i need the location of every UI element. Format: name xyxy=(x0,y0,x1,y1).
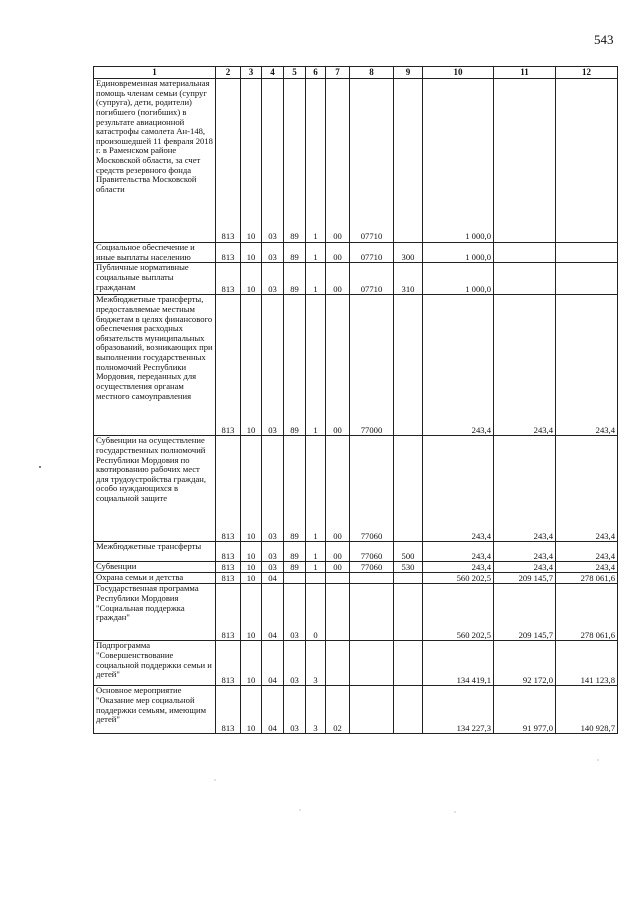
cell-col-11 xyxy=(494,243,556,263)
cell-col-4: 04 xyxy=(262,573,284,584)
cell-col-7 xyxy=(326,573,350,584)
column-header: 11 xyxy=(494,67,556,79)
cell-col-2: 813 xyxy=(216,295,241,436)
cell-col-6 xyxy=(306,573,326,584)
cell-col-12: 243,4 xyxy=(556,542,618,562)
table-row xyxy=(94,243,618,263)
cell-col-7 xyxy=(326,641,350,686)
table-row xyxy=(94,542,618,562)
cell-col-10: 243,4 xyxy=(423,542,494,562)
row-name-cell: Государственная программа Республики Мордовия "Социальная поддержка граждан" xyxy=(94,584,216,641)
cell-col-9 xyxy=(394,436,423,542)
cell-col-3: 10 xyxy=(241,686,262,734)
cell-col-2: 813 xyxy=(216,641,241,686)
column-header: 4 xyxy=(262,67,284,79)
cell-col-7: 00 xyxy=(326,243,350,263)
column-header: 5 xyxy=(284,67,306,79)
cell-col-10: 1 000,0 xyxy=(423,79,494,243)
cell-col-3: 10 xyxy=(241,436,262,542)
row-name-cell: Основное мероприятие "Оказание мер социальной поддержки семьям, имеющим детей" xyxy=(94,686,216,734)
cell-col-6: 1 xyxy=(306,263,326,295)
cell-col-6: 1 xyxy=(306,243,326,263)
cell-col-8 xyxy=(350,686,394,734)
table-row xyxy=(94,562,618,573)
cell-col-6: 3 xyxy=(306,641,326,686)
table-row xyxy=(94,263,618,295)
cell-col-12 xyxy=(556,263,618,295)
cell-col-9: 500 xyxy=(394,542,423,562)
cell-col-4: 03 xyxy=(262,436,284,542)
cell-col-5: 89 xyxy=(284,542,306,562)
cell-col-3: 10 xyxy=(241,243,262,263)
cell-col-5: 89 xyxy=(284,562,306,573)
cell-col-11 xyxy=(494,263,556,295)
cell-col-3: 10 xyxy=(241,295,262,436)
cell-col-7: 00 xyxy=(326,263,350,295)
cell-col-7: 00 xyxy=(326,295,350,436)
column-header: 6 xyxy=(306,67,326,79)
cell-col-2: 813 xyxy=(216,686,241,734)
scan-speck xyxy=(39,466,41,468)
cell-col-7: 02 xyxy=(326,686,350,734)
scan-speck xyxy=(214,779,215,780)
column-header: 8 xyxy=(350,67,394,79)
column-header: 3 xyxy=(241,67,262,79)
cell-col-3: 10 xyxy=(241,79,262,243)
table-row xyxy=(94,573,618,584)
cell-col-5: 89 xyxy=(284,295,306,436)
cell-col-2: 813 xyxy=(216,263,241,295)
cell-col-6: 0 xyxy=(306,584,326,641)
cell-col-12: 140 928,7 xyxy=(556,686,618,734)
cell-col-12: 243,4 xyxy=(556,295,618,436)
cell-col-6: 1 xyxy=(306,79,326,243)
cell-col-9 xyxy=(394,295,423,436)
cell-col-4: 03 xyxy=(262,295,284,436)
row-name-cell: Единовременная материальная помощь членам семьи (супруг (супруга), дети, родители) погибшего (погибших) в результате авиационной катастрофы самолета Ан-148, произошедшей 11 февраля 2018 г. в Раменском районе Московской области, за счет средств резервного фонда Правительства Московской области xyxy=(94,79,216,243)
cell-col-10: 560 202,5 xyxy=(423,584,494,641)
cell-col-11: 92 172,0 xyxy=(494,641,556,686)
cell-col-12: 141 123,8 xyxy=(556,641,618,686)
column-header: 7 xyxy=(326,67,350,79)
cell-col-12 xyxy=(556,79,618,243)
header-row xyxy=(94,67,618,79)
table-row xyxy=(94,295,618,436)
cell-col-6: 1 xyxy=(306,542,326,562)
cell-col-7 xyxy=(326,584,350,641)
row-name-cell: Субвенции на осуществление государственных полномочий Республики Мордовия по квотированию рабочих мест для трудоустройства граждан, особо нуждающихся в социальной защите xyxy=(94,436,216,542)
cell-col-8: 07710 xyxy=(350,263,394,295)
cell-col-8 xyxy=(350,641,394,686)
cell-col-6: 3 xyxy=(306,686,326,734)
cell-col-7: 00 xyxy=(326,562,350,573)
cell-col-2: 813 xyxy=(216,542,241,562)
cell-col-8: 07710 xyxy=(350,243,394,263)
cell-col-9: 530 xyxy=(394,562,423,573)
row-name-cell: Межбюджетные трансферты xyxy=(94,542,216,562)
cell-col-3: 10 xyxy=(241,573,262,584)
cell-col-5: 03 xyxy=(284,584,306,641)
cell-col-8: 77000 xyxy=(350,295,394,436)
column-header: 1 xyxy=(94,67,216,79)
row-name-cell: Межбюджетные трансферты, предоставляемые местным бюджетам в целях финансового обеспечения расходных обязательств муниципальных образований, возникающих при выполнении государственных полномочий Республики Мордовия, переданных для осуществления органам местного самоуправления xyxy=(94,295,216,436)
cell-col-9 xyxy=(394,79,423,243)
cell-col-9 xyxy=(394,573,423,584)
cell-col-3: 10 xyxy=(241,641,262,686)
cell-col-8: 77060 xyxy=(350,542,394,562)
cell-col-4: 04 xyxy=(262,584,284,641)
cell-col-11: 209 145,7 xyxy=(494,573,556,584)
cell-col-9: 310 xyxy=(394,263,423,295)
cell-col-8: 77060 xyxy=(350,436,394,542)
row-name-cell: Публичные нормативные социальные выплаты гражданам xyxy=(94,263,216,295)
cell-col-11: 209 145,7 xyxy=(494,584,556,641)
cell-col-12: 278 061,6 xyxy=(556,584,618,641)
cell-col-5: 03 xyxy=(284,641,306,686)
cell-col-8 xyxy=(350,573,394,584)
row-name-cell: Социальное обеспечение и иные выплаты населению xyxy=(94,243,216,263)
scan-speck xyxy=(597,759,598,760)
row-name-cell: Охрана семьи и детства xyxy=(94,573,216,584)
column-header: 12 xyxy=(556,67,618,79)
cell-col-8: 77060 xyxy=(350,562,394,573)
cell-col-10: 134 419,1 xyxy=(423,641,494,686)
cell-col-5: 03 xyxy=(284,686,306,734)
page-number: 543 xyxy=(594,32,614,47)
cell-col-6: 1 xyxy=(306,562,326,573)
cell-col-9 xyxy=(394,584,423,641)
cell-col-3: 10 xyxy=(241,584,262,641)
cell-col-7: 00 xyxy=(326,542,350,562)
cell-col-10: 243,4 xyxy=(423,295,494,436)
cell-col-10: 134 227,3 xyxy=(423,686,494,734)
cell-col-7: 00 xyxy=(326,436,350,542)
cell-col-11: 91 977,0 xyxy=(494,686,556,734)
cell-col-3: 10 xyxy=(241,562,262,573)
cell-col-2: 813 xyxy=(216,584,241,641)
table-row xyxy=(94,686,618,734)
cell-col-9 xyxy=(394,686,423,734)
cell-col-2: 813 xyxy=(216,562,241,573)
cell-col-2: 813 xyxy=(216,79,241,243)
cell-col-4: 03 xyxy=(262,79,284,243)
cell-col-3: 10 xyxy=(241,263,262,295)
table-row xyxy=(94,436,618,542)
cell-col-9: 300 xyxy=(394,243,423,263)
column-header: 2 xyxy=(216,67,241,79)
cell-col-12: 243,4 xyxy=(556,436,618,542)
cell-col-9 xyxy=(394,641,423,686)
cell-col-8 xyxy=(350,584,394,641)
cell-col-11: 243,4 xyxy=(494,295,556,436)
cell-col-11: 243,4 xyxy=(494,542,556,562)
cell-col-11: 243,4 xyxy=(494,436,556,542)
cell-col-3: 10 xyxy=(241,542,262,562)
budget-table xyxy=(93,66,618,734)
cell-col-5: 89 xyxy=(284,263,306,295)
cell-col-2: 813 xyxy=(216,436,241,542)
row-name-cell: Подпрограмма "Совершенствование социальной поддержки семьи и детей" xyxy=(94,641,216,686)
cell-col-11: 243,4 xyxy=(494,562,556,573)
cell-col-4: 03 xyxy=(262,542,284,562)
cell-col-5: 89 xyxy=(284,79,306,243)
cell-col-5: 89 xyxy=(284,436,306,542)
cell-col-10: 1 000,0 xyxy=(423,263,494,295)
cell-col-10: 1 000,0 xyxy=(423,243,494,263)
table-row xyxy=(94,641,618,686)
cell-col-8: 07710 xyxy=(350,79,394,243)
cell-col-5 xyxy=(284,573,306,584)
cell-col-7: 00 xyxy=(326,79,350,243)
cell-col-12: 243,4 xyxy=(556,562,618,573)
cell-col-6: 1 xyxy=(306,436,326,542)
cell-col-11 xyxy=(494,79,556,243)
cell-col-4: 03 xyxy=(262,562,284,573)
row-name-cell: Субвенции xyxy=(94,562,216,573)
cell-col-2: 813 xyxy=(216,243,241,263)
cell-col-4: 03 xyxy=(262,243,284,263)
cell-col-6: 1 xyxy=(306,295,326,436)
cell-col-4: 04 xyxy=(262,641,284,686)
cell-col-2: 813 xyxy=(216,573,241,584)
cell-col-12: 278 061,6 xyxy=(556,573,618,584)
table-row xyxy=(94,79,618,243)
column-header: 10 xyxy=(423,67,494,79)
cell-col-10: 243,4 xyxy=(423,562,494,573)
cell-col-12 xyxy=(556,243,618,263)
scan-speck xyxy=(299,809,300,810)
cell-col-10: 243,4 xyxy=(423,436,494,542)
cell-col-4: 03 xyxy=(262,263,284,295)
column-header: 9 xyxy=(394,67,423,79)
cell-col-5: 89 xyxy=(284,243,306,263)
scan-speck xyxy=(454,811,455,812)
table-row xyxy=(94,584,618,641)
cell-col-4: 04 xyxy=(262,686,284,734)
cell-col-10: 560 202,5 xyxy=(423,573,494,584)
